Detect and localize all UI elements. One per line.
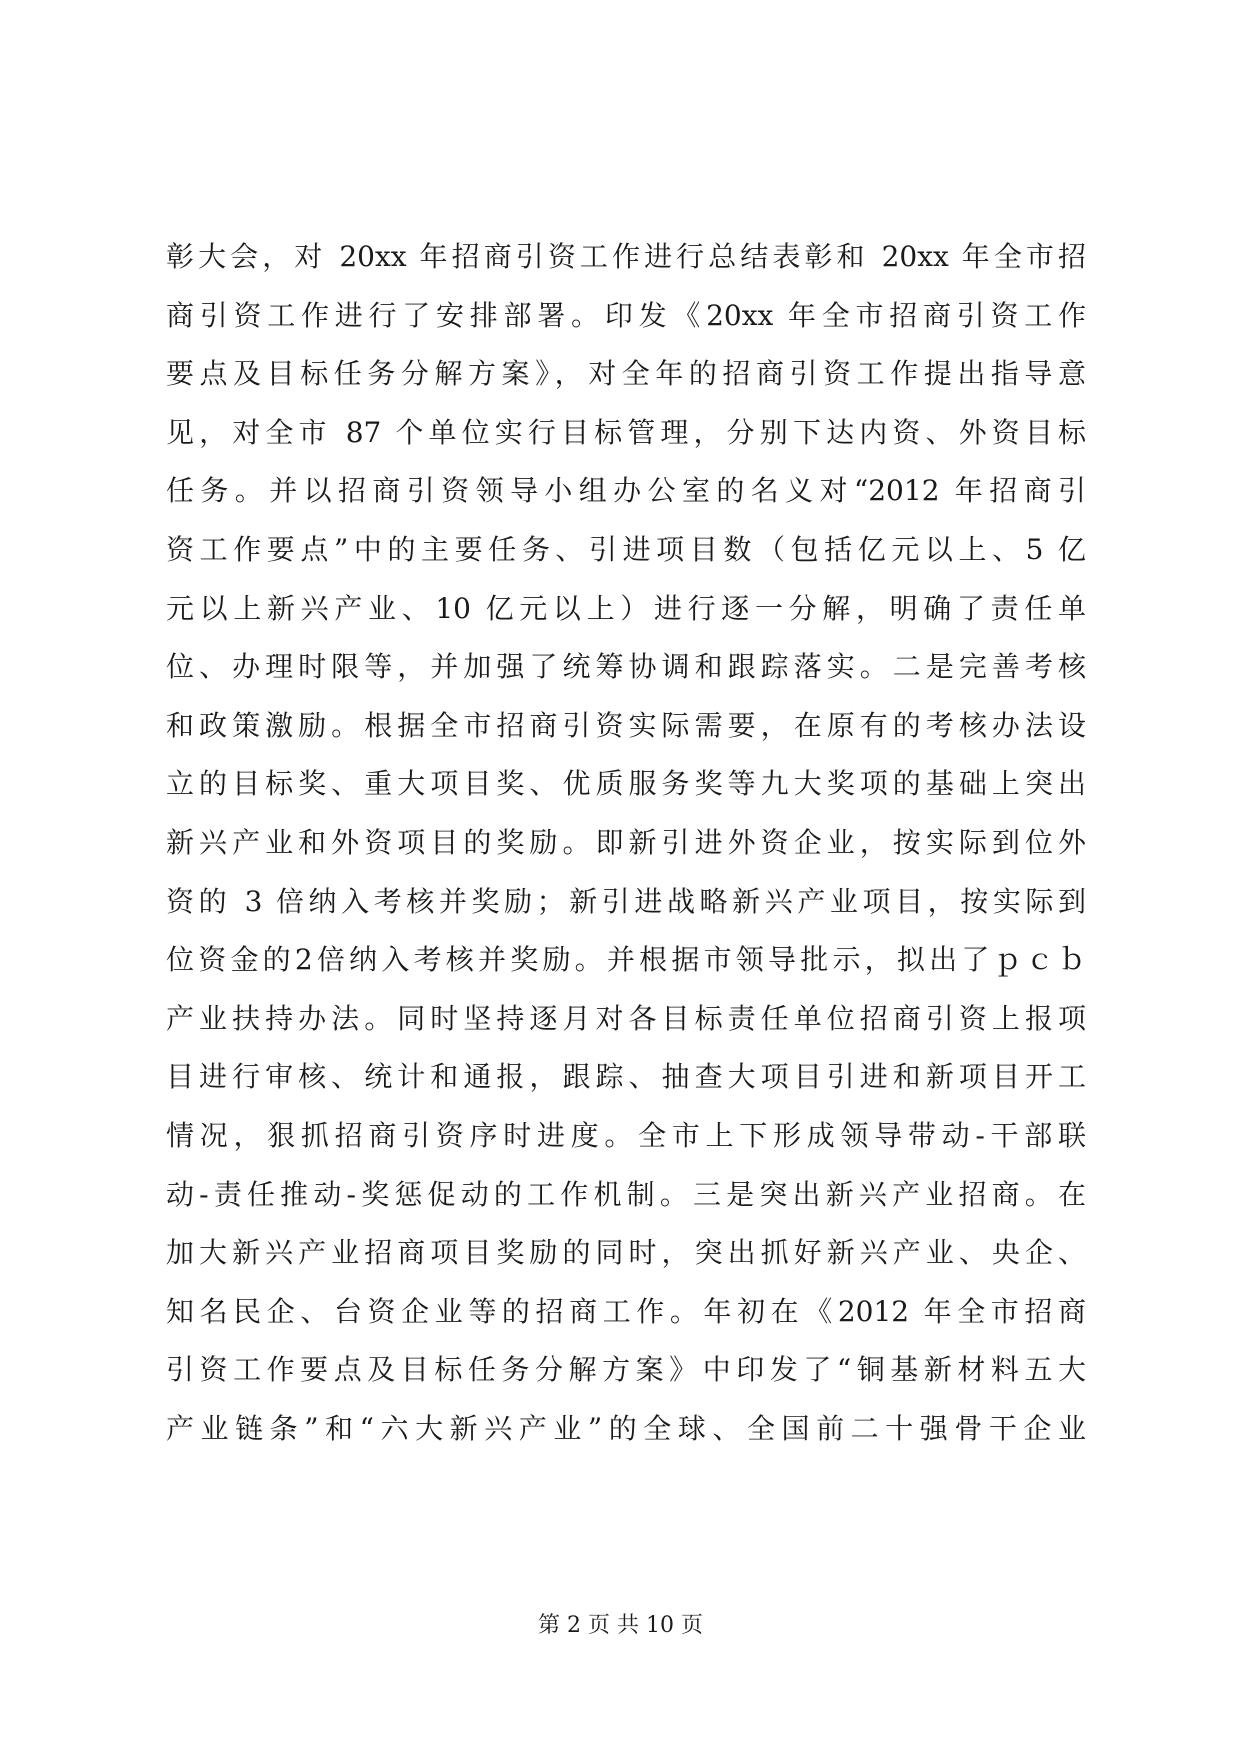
text-line: 和政策激励。根据全市招商引资实际需要，在原有的考核办法设 bbox=[166, 708, 1086, 742]
text-line: 知名民企、台资企业等的招商工作。年初在《2012 年全市招商 bbox=[166, 1294, 1086, 1328]
text-line: 加大新兴产业招商项目奖励的同时，突出抓好新兴产业、央企、 bbox=[166, 1236, 1086, 1270]
text-line: 要点及目标任务分解方案》，对全年的招商引资工作提出指导意 bbox=[166, 357, 1086, 391]
text-line: 目进行审核、统计和通报，跟踪、抽查大项目引进和新项目开工 bbox=[166, 1060, 1086, 1094]
text-line: 动-责任推动-奖惩促动的工作机制。三是突出新兴产业招商。在 bbox=[166, 1177, 1086, 1211]
text-line: 任务。并以招商引资领导小组办公室的名义对“2012 年招商引 bbox=[166, 474, 1086, 508]
text-line: 引资工作要点及目标任务分解方案》中印发了“铜基新材料五大 bbox=[166, 1353, 1086, 1387]
text-line: 资工作要点”中的主要任务、引进项目数（包括亿元以上、5 亿 bbox=[166, 532, 1086, 566]
text-line: 商引资工作进行了安排部署。印发《20xx 年全市招商引资工作 bbox=[166, 298, 1086, 332]
text-line: 情况，狠抓招商引资序时进度。全市上下形成领导带动-干部联 bbox=[166, 1118, 1086, 1152]
text-line: 位、办理时限等，并加强了统筹协调和跟踪落实。二是完善考核 bbox=[166, 650, 1086, 684]
page-footer bbox=[0, 1611, 1241, 1641]
text-line: 见，对全市 87 个单位实行目标管理，分别下达内资、外资目标 bbox=[166, 415, 1086, 449]
body-text bbox=[166, 228, 1086, 1458]
text-line: 立的目标奖、重大项目奖、优质服务奖等九大奖项的基础上突出 bbox=[166, 767, 1086, 801]
text-line: 元以上新兴产业、10 亿元以上）进行逐一分解，明确了责任单 bbox=[166, 591, 1086, 625]
text-line: 彰大会，对 20xx 年招商引资工作进行总结表彰和 20xx 年全市招 bbox=[166, 240, 1086, 273]
text-line: 产业扶持办法。同时坚持逐月对各目标责任单位招商引资上报项 bbox=[166, 1001, 1086, 1035]
text-line: 产业链条”和“六大新兴产业”的全球、全国前二十强骨干企业 bbox=[166, 1411, 1086, 1445]
page-number: 第 2 页 共 10 页 bbox=[538, 1613, 703, 1638]
text-line: 位资金的2倍纳入考核并奖励。并根据市领导批示，拟出了ｐｃｂ bbox=[166, 943, 1086, 977]
text-line: 新兴产业和外资项目的奖励。即新引进外资企业，按实际到位外 bbox=[166, 825, 1086, 859]
text-line: 资的 3 倍纳入考核并奖励；新引进战略新兴产业项目，按实际到 bbox=[166, 884, 1086, 918]
